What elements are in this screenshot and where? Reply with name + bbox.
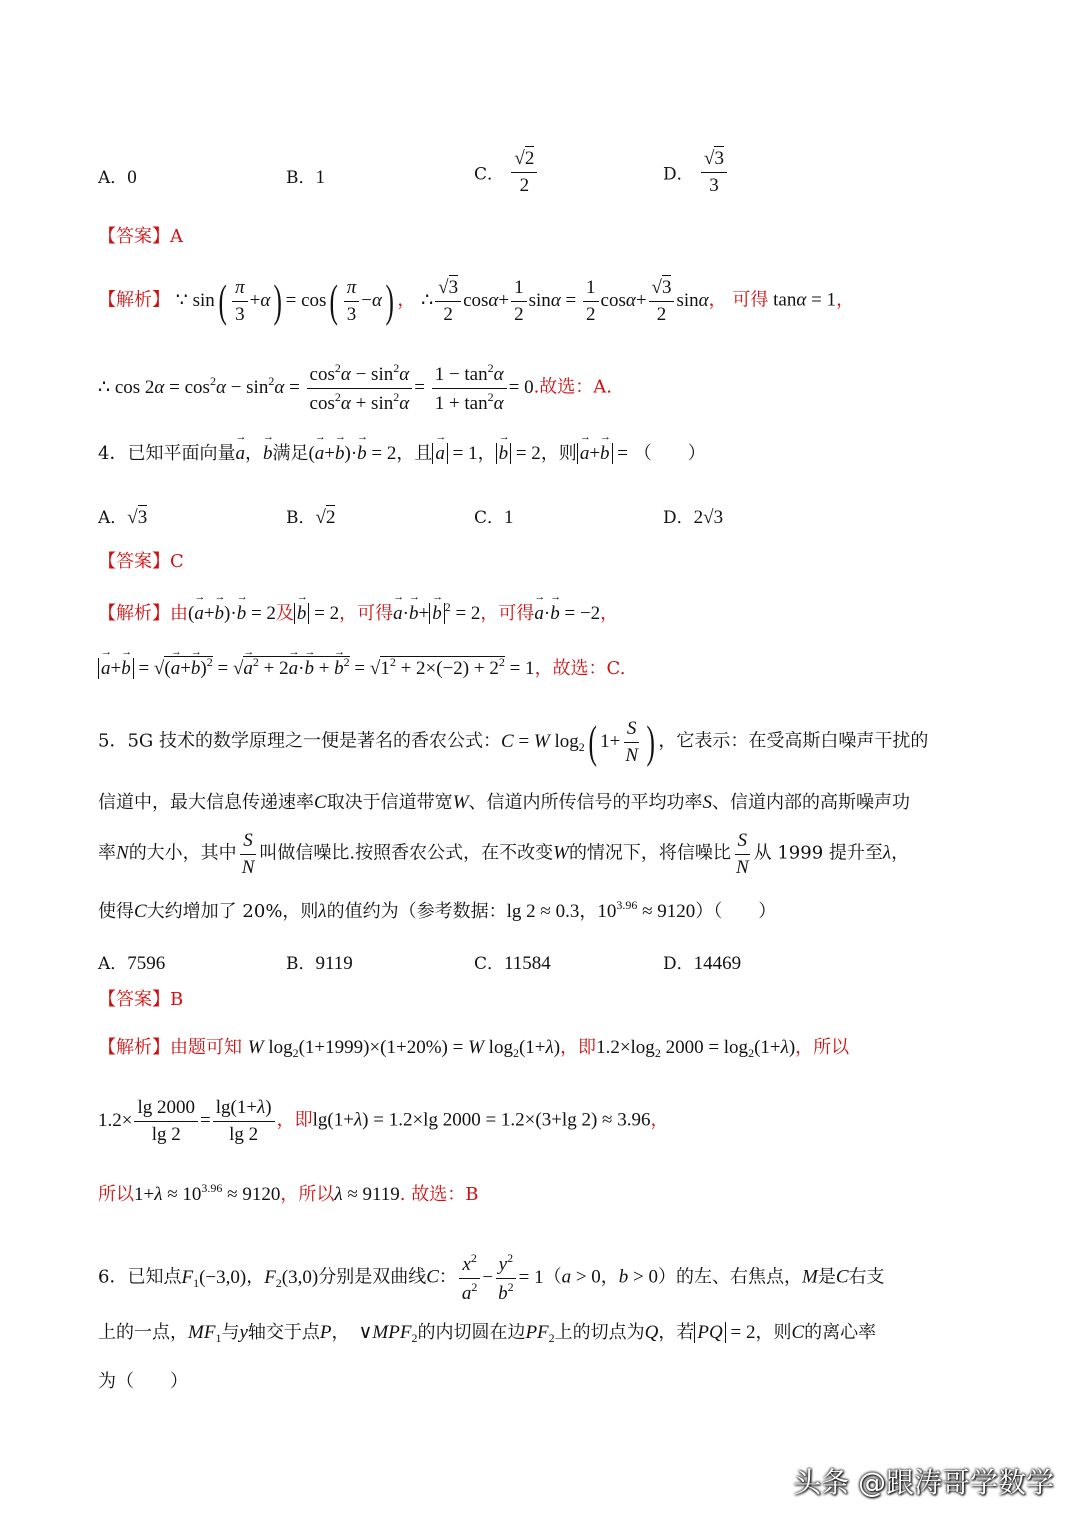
q3-analysis-line1: 【解析】 ∵ sin( $\frac{\pi}{3}$ +α) = cos( $\frac{\pi}{3}$ −α) ， ∴ $\frac{√3}{2}$ cosα+ $\frac{1}{2}$ sinα = $\frac{1}{2}$ cosα+ $\frac{√3}{2}$ sinα， 可得 tanα = 1，: [98, 274, 855, 326]
q6-stem-line1: 6．已知点$F_1(-3,0)$，$F_2(3,0)$分别是双曲线C： $\frac{x^2}{a^2}$ − $\frac{y^2}{b^2}$ = 1（a > 0，b > 0）的左、右焦点，M是C右支: [98, 1251, 885, 1304]
q5-option-d: D．14469: [663, 953, 742, 974]
q3-option-c: C． $\frac{√2}{2}$: [474, 146, 539, 198]
q3-option-d: D． $\frac{√3}{3}$: [663, 146, 729, 198]
q3-analysis-line2: ∴ $\cos 2\alpha = \cos^2\alpha - \sin^2\alpha$ = $\frac{\cos^2\alpha - \sin^2\alpha}{\cos^2\alpha + \sin^2\alpha}$ = $\frac{1 - \tan^2\alpha}{1 + \tan^2\alpha}$ = 0.故选：A.: [98, 361, 613, 414]
q5-stem-line1: 5．5G 技术的数学原理之一便是著名的香农公式：C = W $\log_2$( 1+ $\frac{S}{N}$ ) ，它表示：在受高斯白噪声干扰的: [98, 715, 929, 767]
q4-option-b: B．√2: [286, 507, 336, 528]
q5-analysis-line2: 1.2× $\frac{\lg 2000}{\lg 2}$ = $\frac{\lg(1+\lambda)}{\lg 2}$ ，即lg(1+λ) = 1.2×lg 2000 = 1.2×(3+lg 2) ≈ 3.96，: [98, 1097, 669, 1145]
q6-stem-line2: 上的一点，$MF_1$与y轴交于点P， $\vee MPF_2$的内切圆在边$PF_2$上的切点为Q，若 PQ = 2，则C的离心率: [98, 1322, 877, 1345]
q5-analysis-line3: 所以$1+\lambda \approx 10^{3.96} \approx 9120$，所以λ ≈ 9119. 故选：B: [98, 1181, 479, 1205]
q4-option-c: C．1: [474, 507, 514, 528]
analysis-tag: 【解析】: [98, 289, 170, 311]
q4-option-d: D．2√3: [663, 507, 724, 528]
q5-option-a: A．7596: [98, 953, 166, 974]
q5-stem-line3: 率N的大小，其中 $\frac{S}{N}$ 叫做信噪比.按照香农公式，在不改变W的情况下，将信噪比 $\frac{S}{N}$ 从 1999 提升至λ，: [98, 830, 910, 878]
q3-option-b: B．1: [286, 167, 325, 188]
q5-stem-line4: 使得C大约增加了 20%，则λ的值约为（参考数据：lg 2 ≈ 0.3，$10^{3.96} \approx 9120$）（ ）: [98, 898, 777, 922]
q6-stem-line3: 为（ ）: [98, 1371, 188, 1392]
q3-answer: 【答案】A: [98, 226, 183, 247]
q4-answer: 【答案】C: [98, 551, 184, 572]
q5-answer: 【答案】B: [98, 989, 184, 1010]
q5-option-c: C．11584: [474, 953, 551, 974]
q4-option-a: A．√3: [98, 507, 148, 528]
q5-stem-line2: 信道中，最大信息传递速率C取决于信道带宽W、信道内所传信号的平均功率S、信道内部的高斯噪声功: [98, 792, 911, 813]
watermark: 头条 @跟涛哥学数学: [793, 1466, 1054, 1499]
q4-analysis-line1: 【解析】由(→ a+→ b)·→ b = 2及→ b = 2，可得→ a·→ b+→ b $^2$ = 2，可得→ a·→ b = −2，: [98, 601, 618, 623]
q5-option-b: B．9119: [286, 953, 353, 974]
q3-option-a: A．0: [98, 167, 137, 188]
q4-analysis-line2: → a+→ b = √(→ a+→ b)$^2$ = √→ $a^2 + 2\to a\cdot\to b$ + → $b^2 = √1^2 + 2\times(-2) + 2^2 = 1$，故选：C.: [98, 656, 625, 678]
q5-analysis-line1: 【解析】由题可知 W $\log_2(1+1999)\times(1+20\%) = W$ $\log_2(1+\lambda)$，即$1.2\times\log_2$ $2000 = \log_2(1+\lambda)$，所以: [98, 1037, 850, 1060]
q4-stem: 4．已知平面向量→ a，→ b满足(→ a+→ b)·→ b = 2，且→ a = 1，→ b = 2，则→ a+→ b = （ ）: [98, 444, 706, 463]
